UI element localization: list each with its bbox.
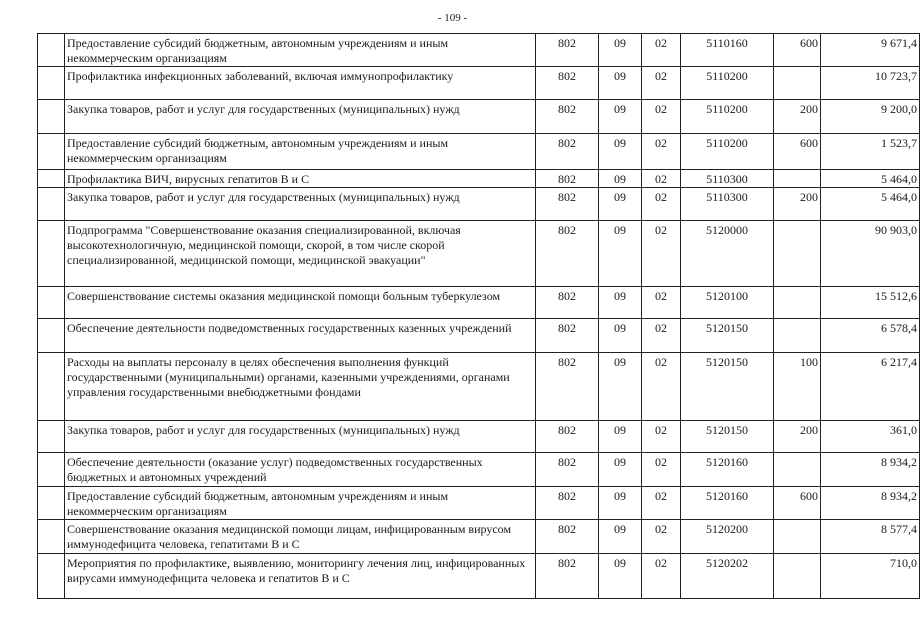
section-code: 09 [599, 287, 642, 319]
expense-type-code [774, 170, 821, 188]
section-code: 09 [599, 421, 642, 453]
budget-table-body [38, 34, 920, 599]
target-article-code: 5110200 [681, 100, 774, 134]
subsection-code: 02 [642, 188, 681, 221]
section-code: 09 [599, 34, 642, 67]
item-name: Обеспечение деятельности подведомственных государственных казенных учреждений [65, 319, 536, 353]
amount-value: 361,0 [821, 421, 920, 453]
item-name: Совершенствование системы оказания медицинской помощи больным туберкулезом [65, 287, 536, 319]
budget-table [37, 33, 920, 599]
ministry-code: 802 [536, 353, 599, 421]
row-marker-cell [38, 353, 65, 421]
expense-type-code [774, 554, 821, 599]
ministry-code: 802 [536, 100, 599, 134]
amount-value: 15 512,6 [821, 287, 920, 319]
amount-value: 8 934,2 [821, 487, 920, 520]
target-article-code: 5120150 [681, 319, 774, 353]
amount-value: 90 903,0 [821, 221, 920, 287]
row-marker-cell [38, 421, 65, 453]
amount-value: 6 217,4 [821, 353, 920, 421]
item-name: Предоставление субсидий бюджетным, автономным учреждениям и иным некоммерческим организациям [65, 487, 536, 520]
table-row [38, 453, 920, 487]
ministry-code: 802 [536, 221, 599, 287]
row-marker-cell [38, 287, 65, 319]
table-row [38, 554, 920, 599]
item-name: Предоставление субсидий бюджетным, автономным учреждениям и иным некоммерческим организациям [65, 134, 536, 170]
row-marker-cell [38, 34, 65, 67]
ministry-code: 802 [536, 34, 599, 67]
item-name: Мероприятия по профилактике, выявлению, мониторингу лечения лиц, инфицированных вирусами иммунодефицита человека и гепатитов В и С [65, 554, 536, 599]
subsection-code: 02 [642, 353, 681, 421]
section-code: 09 [599, 319, 642, 353]
target-article-code: 5110160 [681, 34, 774, 67]
table-row [38, 421, 920, 453]
row-marker-cell [38, 170, 65, 188]
amount-value: 5 464,0 [821, 188, 920, 221]
target-article-code: 5120160 [681, 487, 774, 520]
target-article-code: 5120150 [681, 421, 774, 453]
subsection-code: 02 [642, 554, 681, 599]
ministry-code: 802 [536, 421, 599, 453]
table-row [38, 319, 920, 353]
item-name: Профилактика ВИЧ, вирусных гепатитов В и С [65, 170, 536, 188]
target-article-code: 5110300 [681, 188, 774, 221]
expense-type-code [774, 520, 821, 554]
amount-value: 710,0 [821, 554, 920, 599]
expense-type-code [774, 319, 821, 353]
section-code: 09 [599, 487, 642, 520]
ministry-code: 802 [536, 554, 599, 599]
expense-type-code: 100 [774, 353, 821, 421]
target-article-code: 5110200 [681, 67, 774, 100]
expense-type-code: 600 [774, 134, 821, 170]
row-marker-cell [38, 487, 65, 520]
expense-type-code: 200 [774, 188, 821, 221]
subsection-code: 02 [642, 170, 681, 188]
ministry-code: 802 [536, 487, 599, 520]
section-code: 09 [599, 188, 642, 221]
table-row [38, 188, 920, 221]
section-code: 09 [599, 453, 642, 487]
amount-value: 9 671,4 [821, 34, 920, 67]
subsection-code: 02 [642, 319, 681, 353]
subsection-code: 02 [642, 287, 681, 319]
expense-type-code [774, 221, 821, 287]
row-marker-cell [38, 520, 65, 554]
ministry-code: 802 [536, 319, 599, 353]
subsection-code: 02 [642, 453, 681, 487]
target-article-code: 5120100 [681, 287, 774, 319]
item-name: Закупка товаров, работ и услуг для государственных (муниципальных) нужд [65, 100, 536, 134]
item-name: Обеспечение деятельности (оказание услуг) подведомственных государственных бюджетных и автономных учреждений [65, 453, 536, 487]
row-marker-cell [38, 134, 65, 170]
target-article-code: 5120160 [681, 453, 774, 487]
subsection-code: 02 [642, 221, 681, 287]
expense-type-code [774, 287, 821, 319]
expense-type-code: 600 [774, 34, 821, 67]
section-code: 09 [599, 170, 642, 188]
amount-value: 9 200,0 [821, 100, 920, 134]
table-row [38, 287, 920, 319]
table-row [38, 221, 920, 287]
row-marker-cell [38, 67, 65, 100]
table-row [38, 487, 920, 520]
item-name: Закупка товаров, работ и услуг для государственных (муниципальных) нужд [65, 421, 536, 453]
section-code: 09 [599, 134, 642, 170]
row-marker-cell [38, 453, 65, 487]
row-marker-cell [38, 100, 65, 134]
amount-value: 5 464,0 [821, 170, 920, 188]
section-code: 09 [599, 353, 642, 421]
section-code: 09 [599, 100, 642, 134]
section-code: 09 [599, 67, 642, 100]
row-marker-cell [38, 188, 65, 221]
table-row [38, 170, 920, 188]
amount-value: 6 578,4 [821, 319, 920, 353]
table-row [38, 520, 920, 554]
item-name: Закупка товаров, работ и услуг для государственных (муниципальных) нужд [65, 188, 536, 221]
target-article-code: 5120000 [681, 221, 774, 287]
ministry-code: 802 [536, 287, 599, 319]
expense-type-code: 200 [774, 421, 821, 453]
target-article-code: 5120202 [681, 554, 774, 599]
subsection-code: 02 [642, 487, 681, 520]
amount-value: 10 723,7 [821, 67, 920, 100]
subsection-code: 02 [642, 34, 681, 67]
expense-type-code [774, 67, 821, 100]
ministry-code: 802 [536, 188, 599, 221]
section-code: 09 [599, 554, 642, 599]
table-row [38, 134, 920, 170]
section-code: 09 [599, 221, 642, 287]
subsection-code: 02 [642, 134, 681, 170]
page-number: - 109 - [437, 12, 468, 24]
target-article-code: 5120200 [681, 520, 774, 554]
item-name: Подпрограмма "Совершенствование оказания специализированной, включая высокотехнологичную, медицинской помощи, скорой, в том числе скорой специализированной, медицинской помощи, медицинской эвакуации" [65, 221, 536, 287]
item-name: Профилактика инфекционных заболеваний, включая иммунопрофилактику [65, 67, 536, 100]
expense-type-code [774, 453, 821, 487]
amount-value: 8 577,4 [821, 520, 920, 554]
item-name: Совершенствование оказания медицинской помощи лицам, инфицированным вирусом иммунодефицита человека, гепатитами В и С [65, 520, 536, 554]
subsection-code: 02 [642, 520, 681, 554]
row-marker-cell [38, 319, 65, 353]
section-code: 09 [599, 520, 642, 554]
ministry-code: 802 [536, 134, 599, 170]
amount-value: 8 934,2 [821, 453, 920, 487]
expense-type-code: 200 [774, 100, 821, 134]
item-name: Предоставление субсидий бюджетным, автономным учреждениям и иным некоммерческим организациям [65, 34, 536, 67]
table-row [38, 100, 920, 134]
subsection-code: 02 [642, 67, 681, 100]
target-article-code: 5110200 [681, 134, 774, 170]
subsection-code: 02 [642, 100, 681, 134]
subsection-code: 02 [642, 421, 681, 453]
table-row [38, 353, 920, 421]
ministry-code: 802 [536, 170, 599, 188]
table-row [38, 34, 920, 67]
ministry-code: 802 [536, 453, 599, 487]
target-article-code: 5120150 [681, 353, 774, 421]
item-name: Расходы на выплаты персоналу в целях обеспечения выполнения функций государственными (муниципальными) органами, казенными учреждениями, органами управления государственными внебюджетными фондами [65, 353, 536, 421]
table-row [38, 67, 920, 100]
amount-value: 1 523,7 [821, 134, 920, 170]
expense-type-code: 600 [774, 487, 821, 520]
target-article-code: 5110300 [681, 170, 774, 188]
ministry-code: 802 [536, 67, 599, 100]
ministry-code: 802 [536, 520, 599, 554]
row-marker-cell [38, 554, 65, 599]
row-marker-cell [38, 221, 65, 287]
